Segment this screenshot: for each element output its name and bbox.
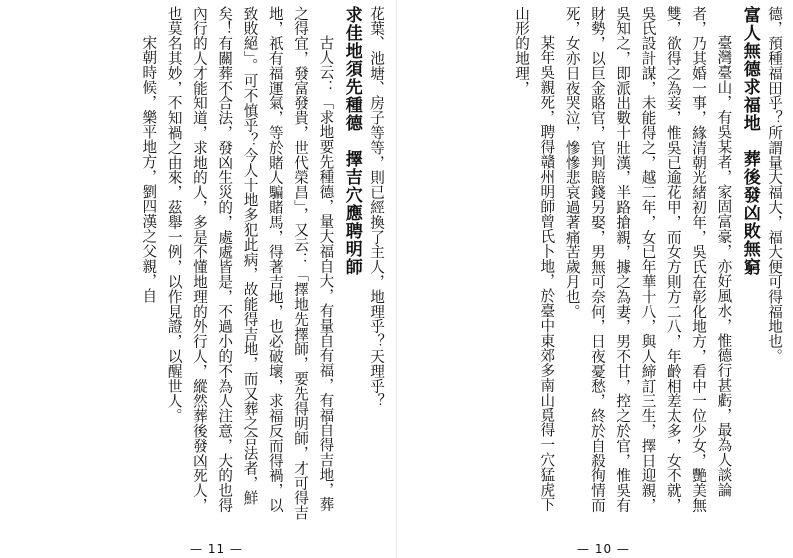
paragraph-continuation: 德，預種福田乎？所謂量大福大，福大便可得福地也。 [766,6,783,364]
paragraph-body: 古人云：「求地要先種德，量大福自大，有量自有福，有福自得吉地，葬之得宜，發富發貴，世代榮昌」，又云：「擇地先擇師，要先得明師，才可得吉地，祇有福運氣，等於賭人騙賭馬，得著吉地，也必破壞，求福反而得禍，以致敗絕」。可不慎乎？今人十地多犯此病，故能得吉地，而又葬之合法者，鮮矣！有關葬不合法，發凶生災的，處處皆是，不過小的不為人注意，大的也得內行的人才能知道，求地的人，多是不懂地理的外行人，縱然葬後發凶死人，也莫名其妙，不知禍之由來，茲舉一例，以作見證，以醒世人。 [165,6,335,521]
paragraph-body: 臺灣臺山，有吳某者，家固富豪，亦好風水，惟德行甚虧，最為人談論者，乃其婚一事，緣清朝光緒初年，吳氏在彰化地方，看中一位少女，艷美無雙，欲得之為妾，惟吳已逾花甲，而女方則方二八，年齡相差太多，女不就，吳氏設計謀，未能得之，越二年，女已年華十八，與人締訂三生，擇日迎親，吳知之，即派出數十壯漢，半路搶親，據之為妻，男不甘，控之於官，惟吳有財勢，以巨金賂官，官判賠錢另娶，男無可奈何，日夜憂愁，終於自殺徇情而死，女亦日夜哭泣，慘慘悲哀過著痛苦歲月也。 [563,6,733,513]
page-number: — 10 — [577,542,630,556]
section-heading: 求佳地須先種德 擇吉穴應聘明師 [341,6,362,276]
section-heading: 富人無德求福地 葬後發凶敗無窮 [739,6,760,276]
paragraph-body: 某年吳親死，聘得贛州明師曾氏卜地，於臺中東郊多南山覓得一穴猛虎下山形的地理， [513,6,556,512]
paragraph-continuation: 花葉、池塘、房子等等，則已經換了主人，地理乎？天理乎？ [368,6,385,409]
left-page-text [7,6,389,526]
right-page-text [405,6,787,526]
right-page [397,0,793,558]
page-number: — 11 — [190,542,243,556]
paragraph-body: 宋朝時候，樂平地方，劉四漢之父親，自 [140,35,158,304]
